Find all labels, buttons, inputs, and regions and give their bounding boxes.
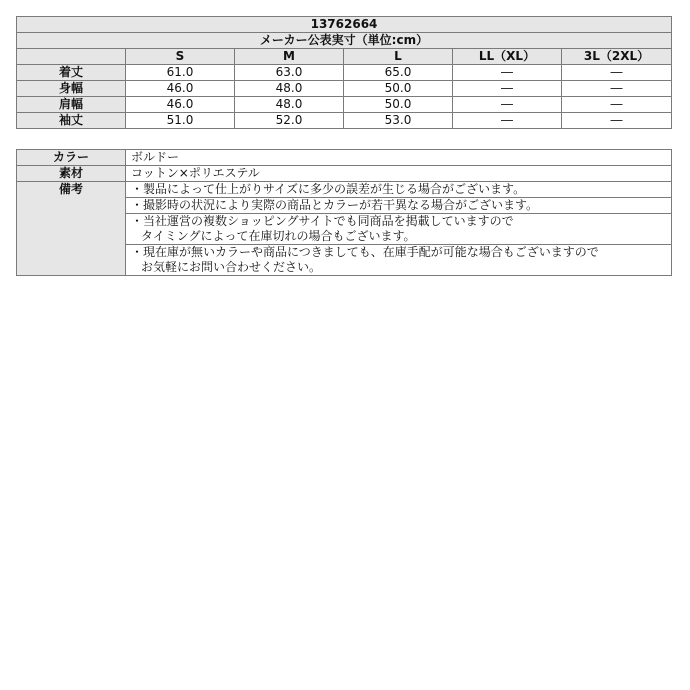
row-label: 身幅 [17,81,126,97]
size-cell: 65.0 [344,65,453,81]
header-size-3l: 3L（2XL） [562,49,672,65]
size-cell: 50.0 [344,97,453,113]
header-size-s: S [126,49,235,65]
size-row-length [17,65,672,81]
note-item [126,214,672,245]
size-table [16,16,672,129]
size-header-row [17,49,672,65]
note-item [126,198,672,214]
material-label: 素材 [17,166,126,182]
product-code: 13762664 [17,17,672,33]
size-cell: 51.0 [126,113,235,129]
material-value: コットン×ポリエステル [126,166,672,182]
note-item [126,245,672,276]
size-cell: 63.0 [235,65,344,81]
size-cell: 61.0 [126,65,235,81]
size-cell: 50.0 [344,81,453,97]
note-item [126,182,672,198]
size-cell: 53.0 [344,113,453,129]
row-label: 肩幅 [17,97,126,113]
note-text: ・撮影時の状況により実際の商品とカラーが若干異なる場合がございます。 [131,198,539,212]
note-row-1 [17,182,672,198]
header-blank-cell [17,49,126,65]
size-cell: 48.0 [235,97,344,113]
size-cell: ― [453,97,562,113]
size-cell: 46.0 [126,81,235,97]
size-cell: ― [562,113,672,129]
note-text-continued: お気軽にお問い合わせください。 [141,260,322,274]
note-text: ・製品によって仕上がりサイズに多少の誤差が生じる場合がございます。 [131,182,526,196]
note-text: ・現在庫が無いカラーや商品につきましても、在庫手配が可能な場合もございますので [131,245,599,259]
row-label: 袖丈 [17,113,126,129]
note-text: ・当社運営の複数ショッピングサイトでも同商品を掲載していますので [131,214,514,228]
size-cell: 46.0 [126,97,235,113]
size-cell: ― [453,65,562,81]
size-cell: ― [453,81,562,97]
size-table-subtitle: メーカー公表実寸（単位:cm） [17,33,672,49]
note-text-continued: タイミングによって在庫切れの場合もございます。 [141,229,416,243]
row-label: 着丈 [17,65,126,81]
size-cell: 48.0 [235,81,344,97]
color-row [17,150,672,166]
size-row-width [17,81,672,97]
material-row [17,166,672,182]
header-size-l: L [344,49,453,65]
header-size-m: M [235,49,344,65]
size-cell: ― [453,113,562,129]
color-value: ボルドー [126,150,672,166]
size-cell: ― [562,81,672,97]
size-cell: 52.0 [235,113,344,129]
size-row-sleeve [17,113,672,129]
size-cell: ― [562,65,672,81]
header-size-ll: LL（XL） [453,49,562,65]
size-cell: ― [562,97,672,113]
info-table [16,149,672,276]
color-label: カラー [17,150,126,166]
size-row-shoulder [17,97,672,113]
notes-label: 備考 [17,182,126,276]
